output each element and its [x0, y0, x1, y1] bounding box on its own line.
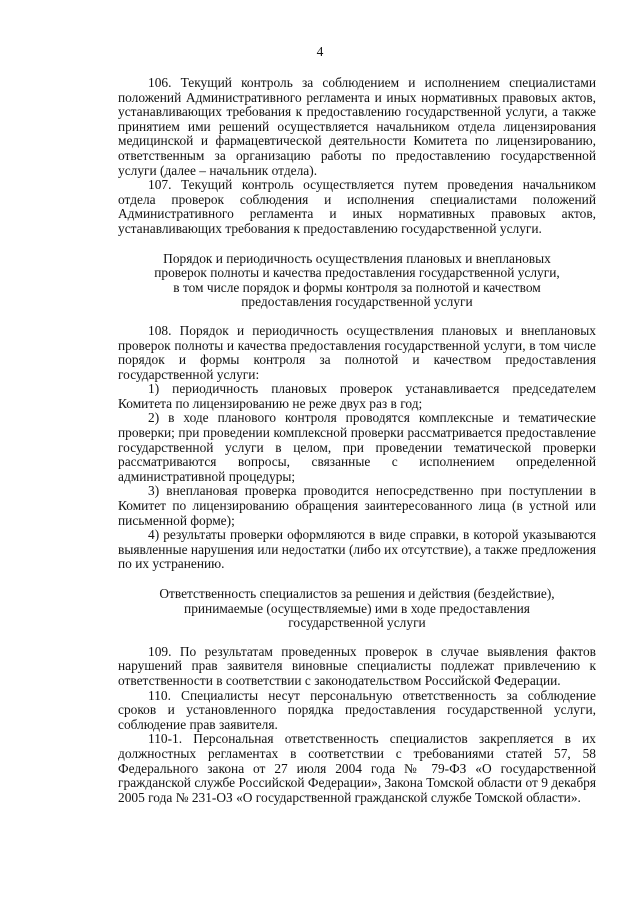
list-item-3: 3) внеплановая проверка проводится непосредственно при поступлении в Комитет по лицензированию обращения заинтересованного лица (в устной или письменной форме);: [118, 483, 596, 528]
paragraph-110: 110. Специалисты несут персональную ответственность за соблюдение сроков и установленного порядка предоставления государственной услуги, соблюдение прав заявителя.: [118, 687, 596, 732]
heading-line: Порядок и периодичность осуществления плановых и внеплановых: [163, 250, 551, 266]
list-item-4: 4) результаты проверки оформляются в виде справки, в которой указываются выявленные нарушения или недостатки (либо их отсутствие), а также предложения по их устранению.: [118, 527, 596, 572]
section-heading-inspections: [118, 252, 596, 310]
paragraph-108: 108. Порядок и периодичность осуществления плановых и внеплановых проверок полноты и качества предоставления государственной услуги, в том числе порядок и формы контроля за полнотой и качеством предоставления государственной услуги:: [118, 322, 596, 382]
paragraph-107: 107. Текущий контроль осуществляется путем проведения начальником отдела проверок соблюдения и исполнения специалистами положений Административного регламента и иных нормативных правовых актов, устанавливающих требования к предоставлению государственной услуги.: [118, 177, 596, 236]
paragraph-110-1: 110-1. Персональная ответственность специалистов закрепляется в их должностных регламентах в соответствии с требованиями статей 57, 58 Федерального закона от 27 июля 2004 года № 79-ФЗ «О государственной гражданской службе Российской Федерации», Закона Томской области от 9 декабря 2005 года № 231-ОЗ «О государственной гражданской службе Томской области».: [118, 731, 596, 805]
heading-line: Ответственность специалистов за решения и действия (бездействие),: [159, 586, 555, 601]
heading-line: проверок полноты и качества предоставления государственной услуги,: [154, 265, 560, 281]
list-item-2: 2) в ходе планового контроля проводятся комплексные и тематические проверки; при проведении комплексной проверки рассматривается предоставление государственной услуги в целом, при проведении тематической проверки рассматриваются вопросы, связанные с исполнением определенной административной процедуры;: [118, 410, 596, 484]
heading-line: предоставления государственной услуги: [241, 294, 473, 310]
list-item-1: 1) периодичность плановых проверок устанавливается председателем Комитета по лицензированию не реже двух раз в год;: [118, 381, 596, 411]
paragraph-109: 109. По результатам проведенных проверок в случае выявления фактов нарушений прав заявителя виновные специалисты подлежат привлечению к ответственности в соответствии с законодательством Российской Федерации.: [118, 643, 596, 688]
heading-line: в том числе порядок и формы контроля за полнотой и качеством: [173, 279, 541, 295]
paragraph-106: 106. Текущий контроль за соблюдением и исполнением специалистами положений Административного регламента и иных нормативных правовых актов, устанавливающих требования к предоставлению государственной услуги, а также принятием ими решений осуществляется начальником отдела лицензирования медицинской и фармацевтической деятельности Комитета по лицензированию, ответственным за организацию работы по предоставлению государственной услуги (далее – начальник отдела).: [118, 75, 596, 178]
heading-line: принимаемые (осуществляемые) ими в ходе предоставления: [184, 600, 530, 616]
page-content: [118, 76, 596, 805]
page-number: 4: [316, 44, 324, 59]
section-heading-responsibility: [118, 587, 596, 631]
heading-line: государственной услуги: [288, 615, 426, 631]
